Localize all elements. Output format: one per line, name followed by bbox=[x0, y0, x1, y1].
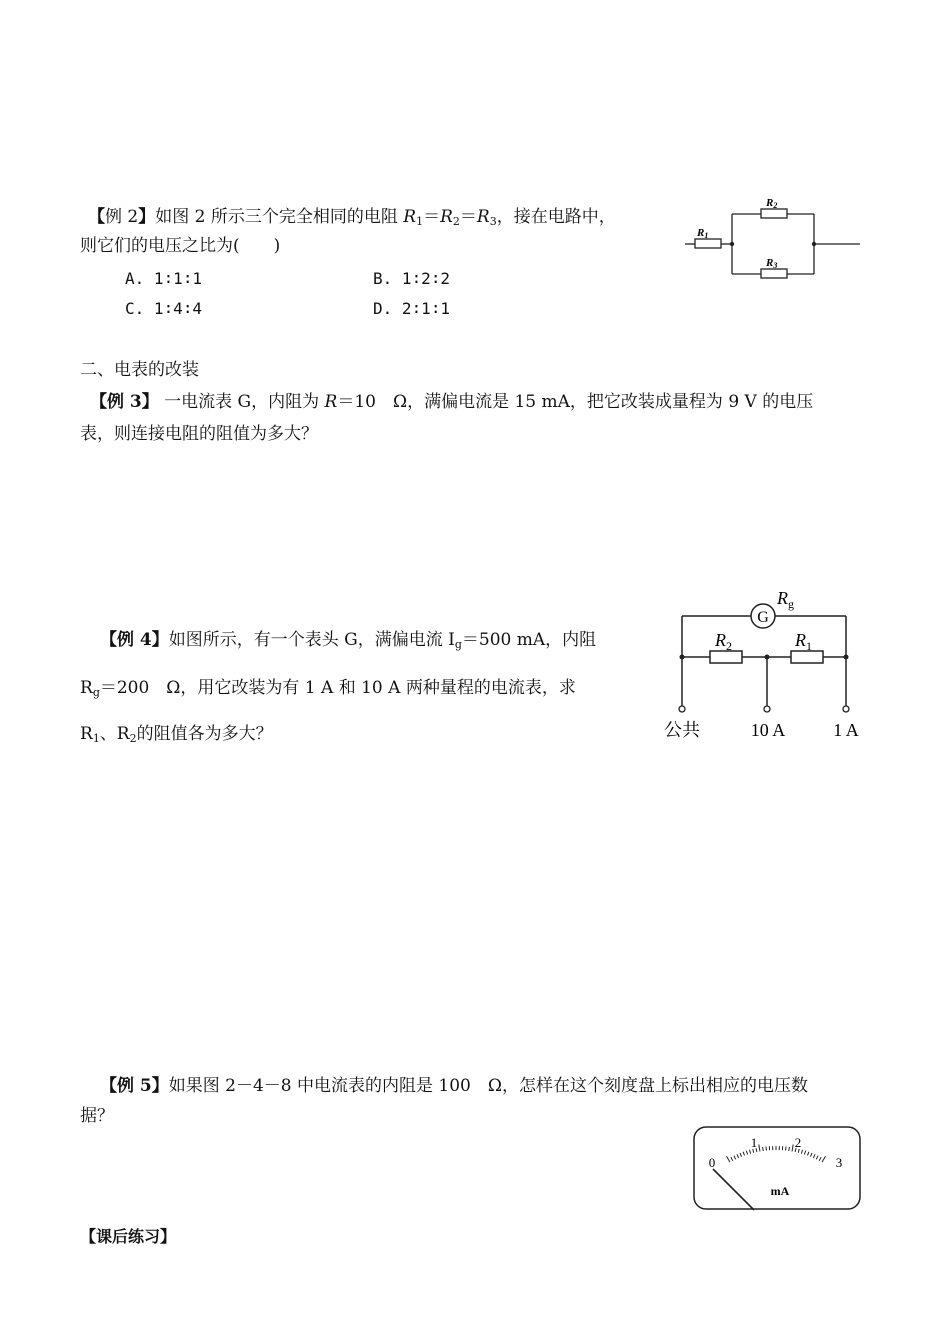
svg-text:R2 bbox=[714, 630, 732, 653]
example4-rg-sub: g bbox=[92, 686, 100, 699]
eq-2: ＝ bbox=[459, 207, 477, 227]
example3-line1 bbox=[90, 390, 813, 414]
fig2-r3: R bbox=[766, 257, 774, 269]
example4-line3 bbox=[80, 722, 273, 751]
meter-tick-mark bbox=[746, 1151, 747, 1155]
example4-ig-sub: g bbox=[454, 638, 462, 651]
sub-2: 2 bbox=[452, 215, 460, 228]
fig4-rg-sub: g bbox=[788, 597, 794, 611]
fig2-r1: R bbox=[697, 227, 705, 239]
meter-tick-mark bbox=[789, 1147, 790, 1151]
terminal-10a: 10 A bbox=[750, 720, 786, 740]
var-r3: R bbox=[476, 207, 490, 227]
example4-r1-sub: 1 bbox=[92, 732, 100, 745]
meter-tick-3: 3 bbox=[835, 1155, 843, 1170]
meter-tick-mark bbox=[727, 1156, 731, 1162]
circuit-figure-4 bbox=[655, 588, 875, 748]
option-b: B. 1∶2∶2 bbox=[373, 269, 451, 288]
example5-line1 bbox=[100, 1074, 808, 1098]
fig4-r1: R bbox=[795, 630, 806, 650]
circuit-figure-2 bbox=[680, 190, 870, 280]
example4-line3-end: 的阻值各为多大？ bbox=[136, 724, 273, 744]
meter-tick-1: 1 bbox=[750, 1135, 758, 1150]
meter-dial bbox=[690, 1124, 865, 1214]
fig4-r1-sub: 1 bbox=[806, 639, 812, 653]
var-r2: R bbox=[440, 207, 453, 227]
meter-tick-mark bbox=[808, 1152, 809, 1156]
terminal-1a: 1 A bbox=[833, 720, 859, 740]
fig4-r2: R bbox=[715, 630, 726, 650]
fig2-r2-sub: 2 bbox=[773, 201, 778, 210]
example4-r1: R bbox=[80, 724, 93, 744]
fig2-r1-sub: 1 bbox=[704, 231, 709, 240]
meter-needle bbox=[713, 1169, 754, 1210]
example4-line2 bbox=[80, 676, 576, 705]
example2-label: 例 2 bbox=[105, 207, 139, 227]
meter-unit: mA bbox=[770, 1184, 790, 1198]
after-class-heading: 【课后练习】 bbox=[80, 1227, 177, 1246]
resistor-r3 bbox=[761, 269, 787, 278]
meter-tick-mark bbox=[801, 1150, 802, 1154]
example4-line1-text: 如图所示，有一个表头 G，满偏电流 I bbox=[168, 630, 455, 650]
option-d: D. 2∶1∶1 bbox=[373, 299, 451, 318]
meter-tick-mark bbox=[792, 1145, 793, 1152]
resistor-r2 bbox=[761, 209, 787, 218]
example2-text-after: ，接在电路中， bbox=[496, 207, 616, 227]
meter-tick-mark bbox=[759, 1145, 760, 1152]
example5-label: 【例 5】 bbox=[100, 1076, 169, 1096]
fig2-r2: R bbox=[766, 197, 774, 209]
example4-r2-sub: 2 bbox=[129, 732, 137, 745]
example3-var: R bbox=[324, 392, 338, 412]
meter-tick-mark bbox=[804, 1151, 805, 1155]
option-a: A. 1∶1∶1 bbox=[125, 269, 203, 288]
sub-3: 3 bbox=[489, 215, 497, 228]
example5-line2: 据？ bbox=[80, 1106, 114, 1126]
example4-line1 bbox=[100, 628, 596, 657]
example2-bracket-close: 】 bbox=[138, 207, 156, 227]
meter-tick-mark bbox=[737, 1154, 739, 1158]
svg-text:R1 bbox=[794, 630, 812, 653]
meter-tick-mark bbox=[819, 1157, 821, 1161]
terminal-common: 公共 bbox=[664, 720, 700, 741]
example2-line1 bbox=[88, 205, 616, 234]
meter-tick-mark bbox=[813, 1154, 815, 1158]
section2-title: 二、电表的改装 bbox=[80, 360, 199, 380]
svg-text:R2 bbox=[765, 197, 777, 210]
sub-1: 1 bbox=[416, 215, 424, 228]
fig4-rg: R bbox=[777, 588, 788, 608]
galv-label: G bbox=[757, 609, 769, 626]
example2-text-before: 如图 2 所示三个完全相同的电阻 bbox=[155, 207, 404, 227]
example3-text-b: ＝10 Ω，满偏电流是 15 mA，把它改装成量程为 9 V 的电压 bbox=[337, 392, 814, 412]
example4-label: 【例 4】 bbox=[100, 630, 169, 650]
meter-tick-mark bbox=[740, 1153, 742, 1157]
svg-text:Rg bbox=[776, 588, 794, 611]
svg-text:R1 bbox=[696, 227, 708, 240]
example2-line2: 则它们的电压之比为( ) bbox=[80, 236, 281, 256]
resistor-r1 bbox=[695, 239, 721, 248]
example3-text-a: 一电流表 G，内阻为 bbox=[158, 392, 325, 412]
meter-tick-0: 0 bbox=[708, 1155, 716, 1170]
example3-label: 【例 3】 bbox=[90, 392, 159, 412]
meter-tick-mark bbox=[750, 1150, 751, 1154]
example4-line2-end: ＝200 Ω，用它改装为有 1 A 和 10 A 两种量程的电流表，求 bbox=[99, 678, 576, 698]
eq-1: ＝ bbox=[423, 207, 441, 227]
meter-tick-mark bbox=[731, 1157, 733, 1161]
fig4-r2-sub: 2 bbox=[726, 639, 732, 653]
example5-line1-text: 如果图 2－4－8 中电流表的内阻是 100 Ω，怎样在这个刻度盘上标出相应的电压数 bbox=[168, 1076, 808, 1096]
var-r1: R bbox=[403, 207, 417, 227]
svg-text:R3 bbox=[765, 257, 777, 270]
meter-tick-mark bbox=[822, 1156, 826, 1162]
fig2-r3-sub: 3 bbox=[773, 261, 778, 270]
meter-tick-mark bbox=[763, 1147, 764, 1151]
example2-bracket-open: 【 bbox=[88, 207, 105, 227]
meter-tick-mark bbox=[816, 1156, 818, 1160]
example3-line2: 表，则连接电阻的阻值为多大？ bbox=[80, 424, 318, 444]
meter-tick-2: 2 bbox=[794, 1135, 802, 1150]
option-c: C. 1∶4∶4 bbox=[125, 299, 203, 318]
example4-r2: 、R bbox=[99, 724, 130, 744]
example4-line1-end: ＝500 mA，内阻 bbox=[461, 630, 597, 650]
example4-rg: R bbox=[80, 678, 93, 698]
meter-tick-mark bbox=[811, 1153, 813, 1157]
meter-tick-mark bbox=[743, 1152, 744, 1156]
meter-tick-mark bbox=[734, 1156, 736, 1160]
